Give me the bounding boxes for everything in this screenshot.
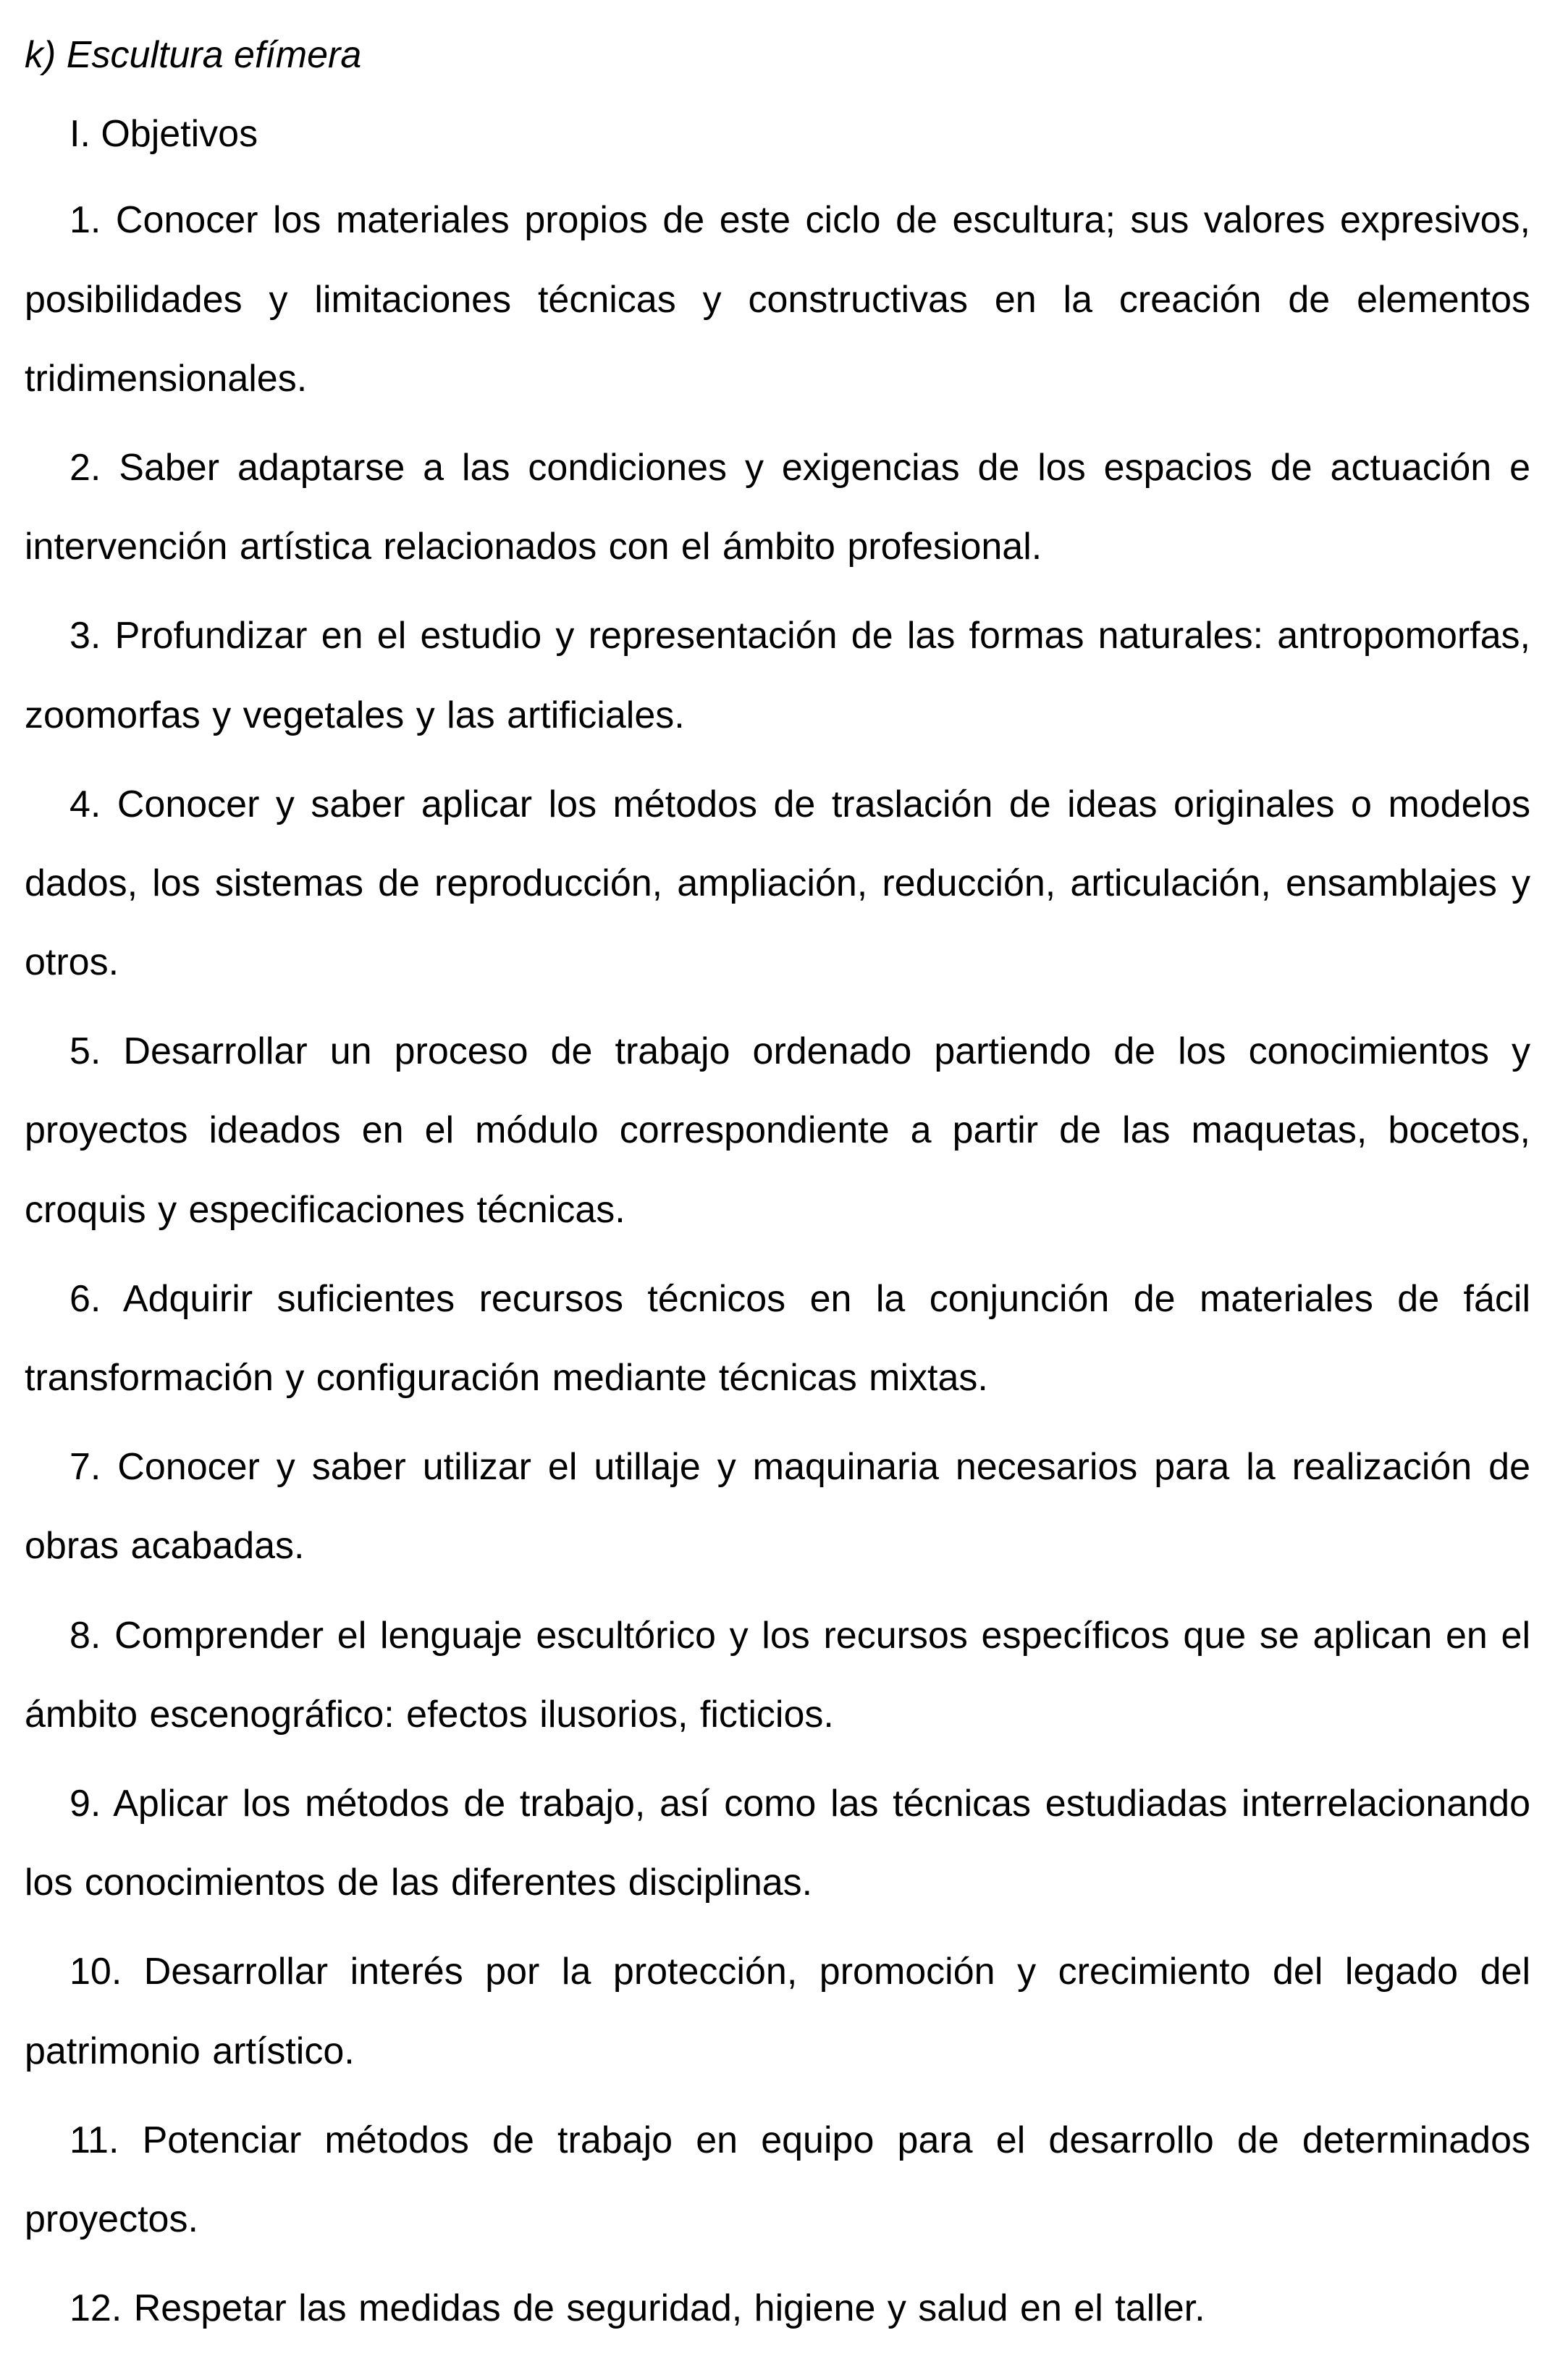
objective-paragraph-6: 6. Adquirir suficientes recursos técnicos en la conjunción de materiales de fácil transformación y configuración mediante técnicas mixtas.: [25, 1277, 1530, 1399]
objective-paragraph-2: 2. Saber adaptarse a las condiciones y exigencias de los espacios de actuación e intervención artística relacionados con el ámbito profesional.: [25, 446, 1530, 568]
objective-paragraph-1: 1. Conocer los materiales propios de este ciclo de escultura; sus valores expresivos, posibilidades y limitaciones técnicas y constructivas en la creación de elementos tridimensionales.: [25, 199, 1530, 400]
objective-paragraph-5: 5. Desarrollar un proceso de trabajo ordenado partiendo de los conocimientos y proyectos ideados en el módulo correspondiente a partir de las maquetas, bocetos, croquis y especificaciones técnicas.: [25, 1030, 1530, 1231]
objective-paragraph-7: 7. Conocer y saber utilizar el utillaje y maquinaria necesarios para la realización de obras acabadas.: [25, 1446, 1530, 1568]
section-heading: k) Escultura efímera: [25, 34, 362, 76]
objective-paragraph-12: 12. Respetar las medidas de seguridad, higiene y salud en el taller.: [69, 2287, 1205, 2330]
objective-paragraph-11: 11. Potenciar métodos de trabajo en equipo para el desarrollo de determinados proyectos.: [25, 2119, 1530, 2240]
objective-paragraph-9: 9. Aplicar los métodos de trabajo, así como las técnicas estudiadas interrelacionando los conocimientos de las diferentes disciplinas.: [25, 1782, 1530, 1904]
objectives-subheading: I. Objetivos: [69, 113, 258, 156]
objective-paragraph-10: 10. Desarrollar interés por la protección, promoción y crecimiento del legado del patrimonio artístico.: [25, 1951, 1530, 2072]
objective-paragraph-8: 8. Comprender el lenguaje escultórico y los recursos específicos que se aplican en el ámbito escenográfico: efectos ilusorios, ficticios.: [25, 1614, 1530, 1736]
objective-paragraph-4: 4. Conocer y saber aplicar los métodos de traslación de ideas originales o modelos dados, los sistemas de reproducción, ampliación, reducción, articulación, ensamblajes y otros.: [25, 783, 1530, 984]
objective-paragraph-3: 3. Profundizar en el estudio y representación de las formas naturales: antropomorfas, zoomorfas y vegetales y las artificiales.: [25, 615, 1530, 736]
